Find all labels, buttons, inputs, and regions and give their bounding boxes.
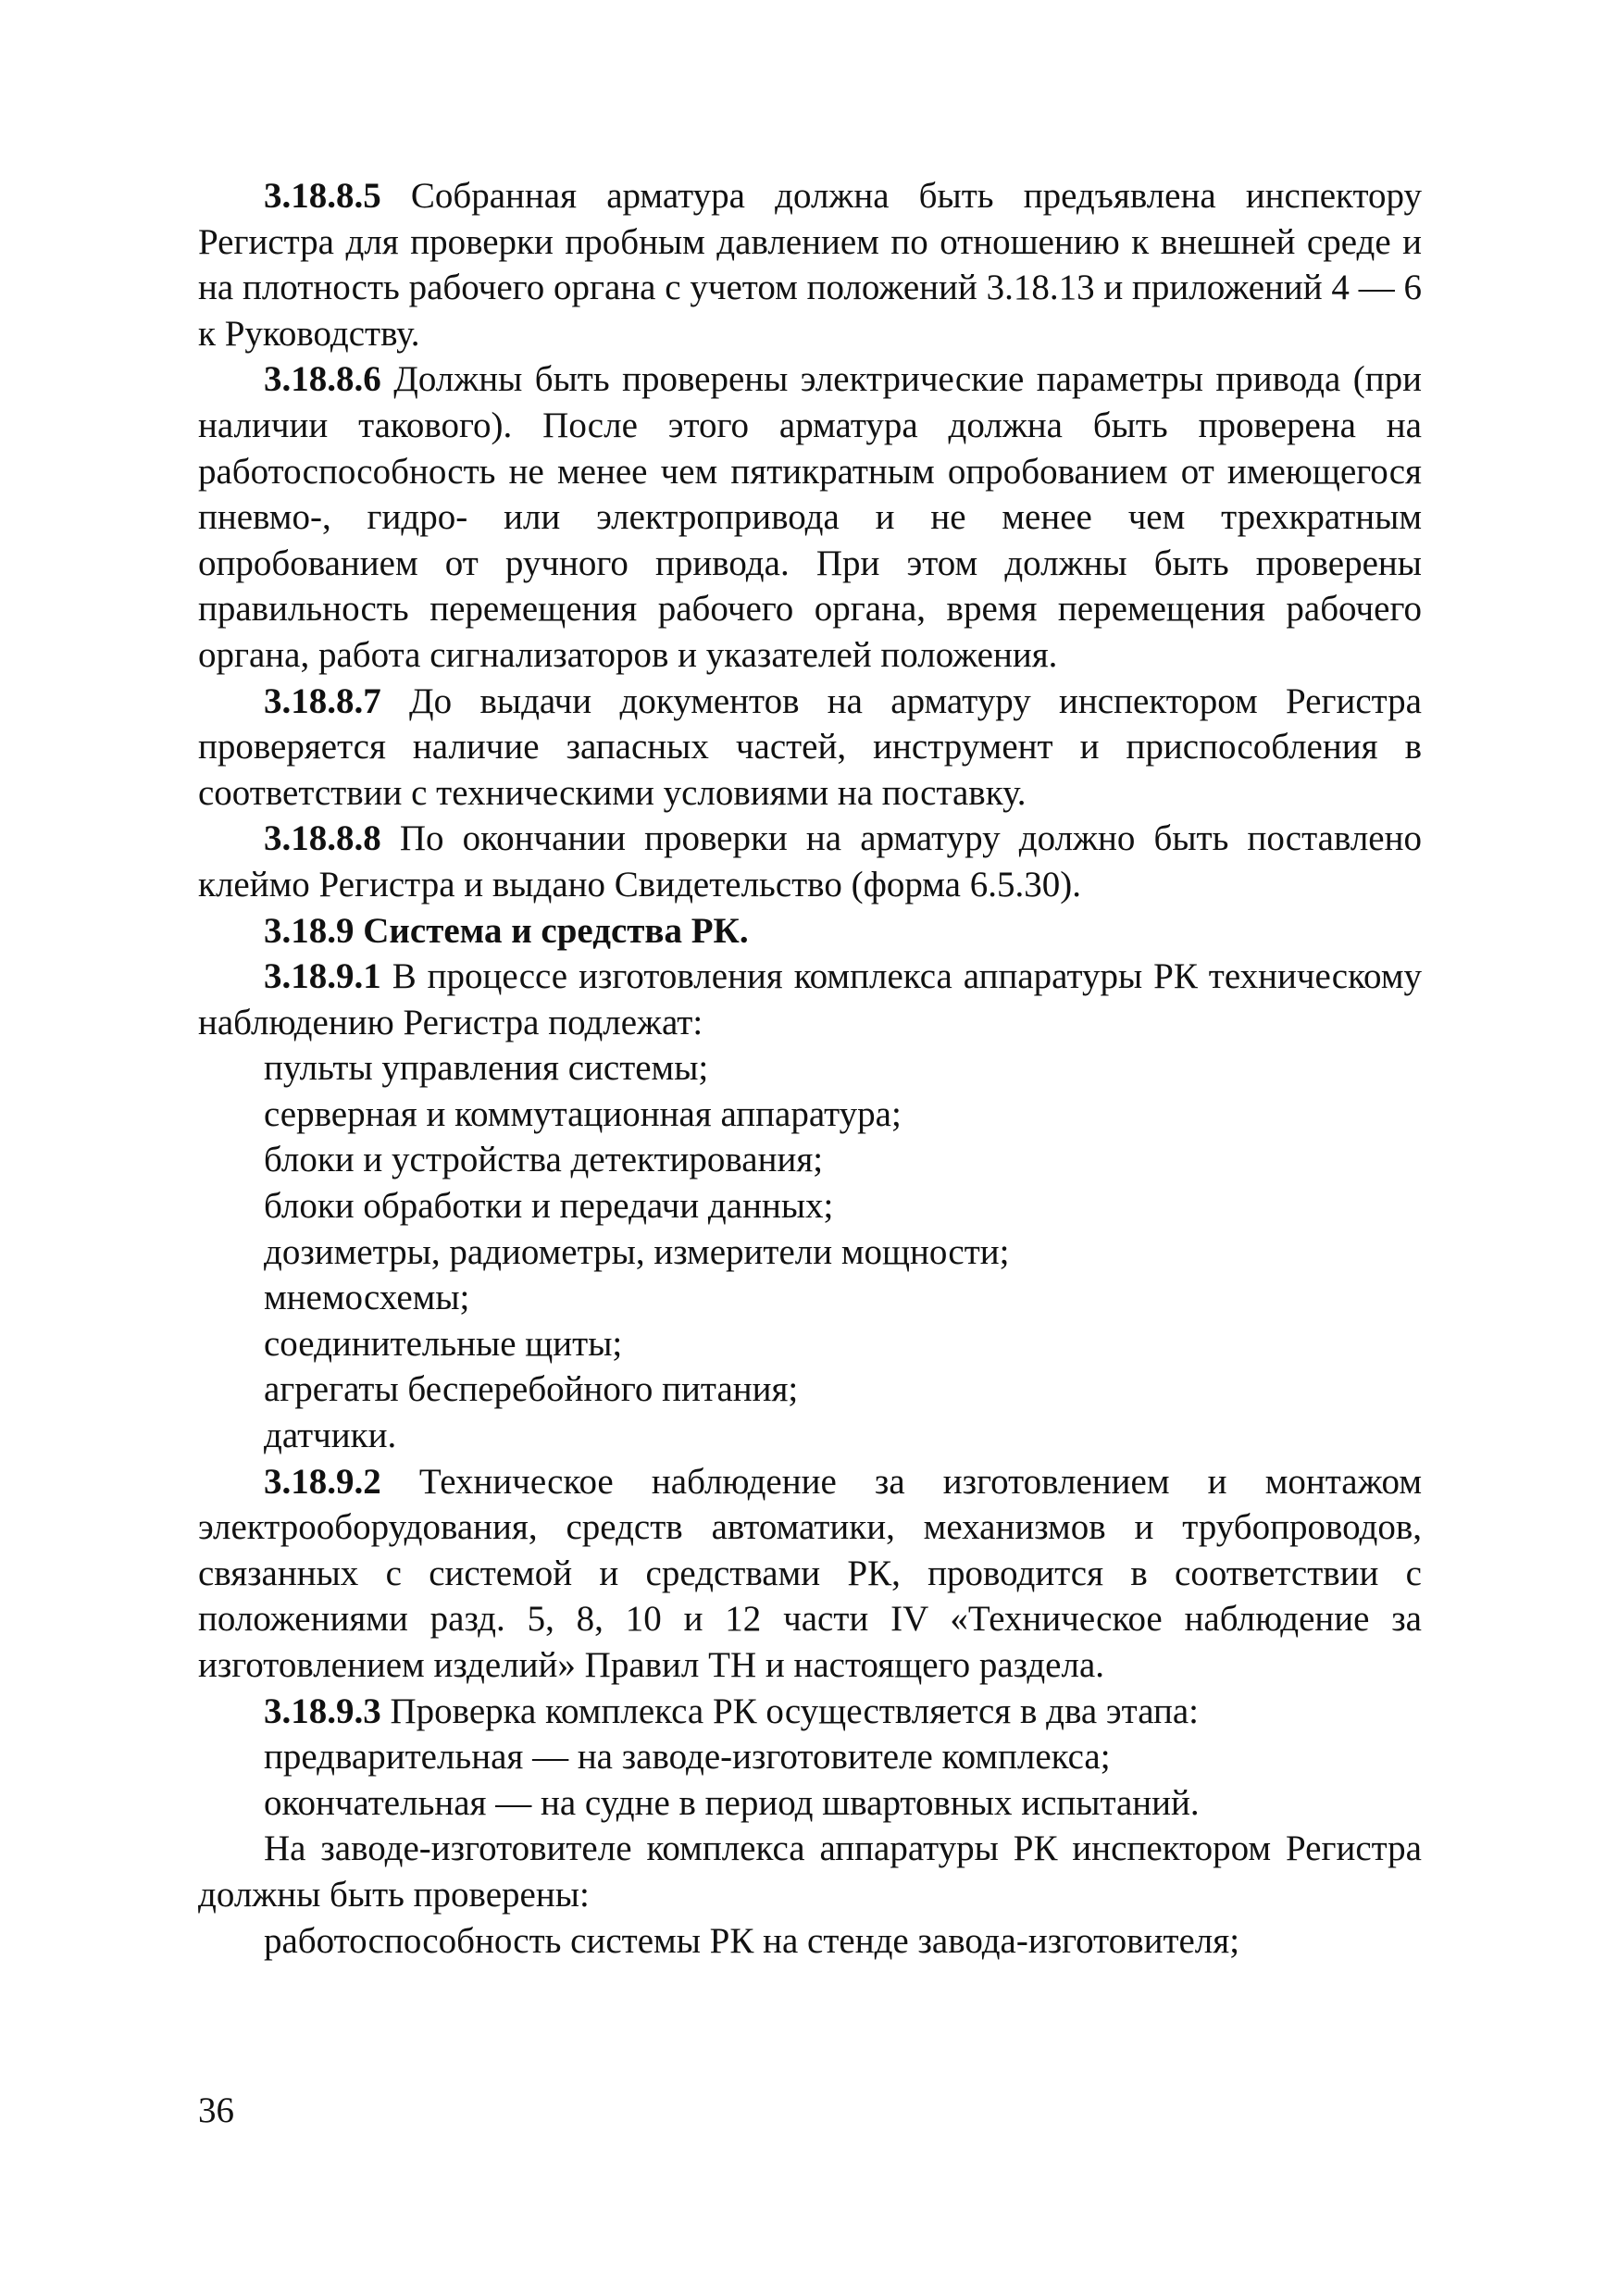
list-item: работоспособность системы РК на стенде завода-изготовителя;: [264, 1920, 1240, 1961]
clause-number: 3.18.8.6: [264, 359, 381, 400]
list-item: датчики.: [264, 1416, 397, 1456]
clause-number: 3.18.8.8: [264, 818, 381, 859]
document-body: [198, 173, 1422, 1964]
paragraph-text: Проверка комплекса РК осуществляется в два этапа:: [380, 1691, 1200, 1731]
clause-number: 3.18.9.3: [264, 1691, 381, 1731]
list-item: агрегаты бесперебойного питания;: [264, 1369, 799, 1410]
paragraph-3-18-8-8: [198, 816, 1422, 907]
list-item: соединительные щиты;: [264, 1323, 623, 1364]
paragraph-3-18-8-6: [198, 356, 1422, 678]
clause-number: 3.18.8.7: [264, 680, 381, 721]
clause-number: 3.18.9.1: [264, 956, 381, 997]
list-item: блоки и устройства детектирования;: [264, 1140, 824, 1180]
paragraph-text: В процессе изготовления комплекса аппаратуры РК техническому наблюдению Регистра подлежат:: [198, 956, 1422, 1042]
list-item: окончательная — на судне в период швартовных испытаний.: [264, 1782, 1200, 1823]
list-item: мнемосхемы;: [264, 1278, 470, 1318]
paragraph-3-18-9-2: [198, 1459, 1422, 1689]
page-number: 36: [198, 2090, 234, 2130]
paragraph-3-18-8-5: [198, 173, 1422, 356]
list-item: серверная и коммутационная аппаратура;: [264, 1093, 902, 1134]
list-item: блоки обработки и передачи данных;: [264, 1186, 834, 1227]
section-heading-3-18-9: 3.18.9 Система и средства РК.: [264, 910, 749, 951]
list-item: дозиметры, радиометры, измерители мощности;: [264, 1231, 1010, 1272]
clause-number: 3.18.9.2: [264, 1461, 381, 1502]
clause-number: 3.18.8.5: [264, 176, 381, 216]
paragraph-text: По окончании проверки на арматуру должно быть поставлено клеймо Регистра и выдано Свидетельство (форма 6.5.30).: [198, 818, 1422, 905]
paragraph-text: До выдачи документов на арматуру инспектором Регистра проверяется наличие запасных частей, инструмент и приспособления в соответствии с техническими условиями на поставку.: [198, 680, 1422, 813]
paragraph-3-18-9-1: [198, 954, 1422, 1045]
paragraph-text: Техническое наблюдение за изготовлением и монтажом электрооборудования, средств автоматики, механизмов и трубопроводов, связанных с системой и средствами РК, проводится в соответствии с положениями разд. 5, 8, 10 и 12 части IV «Техническое наблюдение за изготовлением изделий» Правил ТН и настоящего раздела.: [198, 1461, 1422, 1685]
paragraph-3-18-9-3: [198, 1689, 1422, 1735]
list-item: предварительная — на заводе-изготовителе комплекса;: [264, 1737, 1111, 1778]
paragraph-factory-check: На заводе-изготовителе комплекса аппаратуры РК инспектором Регистра должны быть проверены:: [198, 1828, 1422, 1915]
paragraph-text: Должны быть проверены электрические параметры привода (при наличии такового). После этого арматура должна быть проверена на работоспособность не менее чем пятикратным опробованием от имеющегося пневмо-, гидро- или электропривода и не менее чем трехкратным опробованием от ручного привода. При этом должны быть проверены правильность перемещения рабочего органа, время перемещения рабочего органа, работа сигнализаторов и указателей положения.: [198, 359, 1422, 675]
paragraph-text: Собранная арматура должна быть предъявлена инспектору Регистра для проверки пробным давлением по отношению к внешней среде и на плотность рабочего органа с учетом положений 3.18.13 и приложений 4 — 6 к Руководству.: [198, 176, 1422, 354]
paragraph-3-18-8-7: [198, 679, 1422, 817]
list-item: пульты управления системы;: [264, 1048, 709, 1089]
